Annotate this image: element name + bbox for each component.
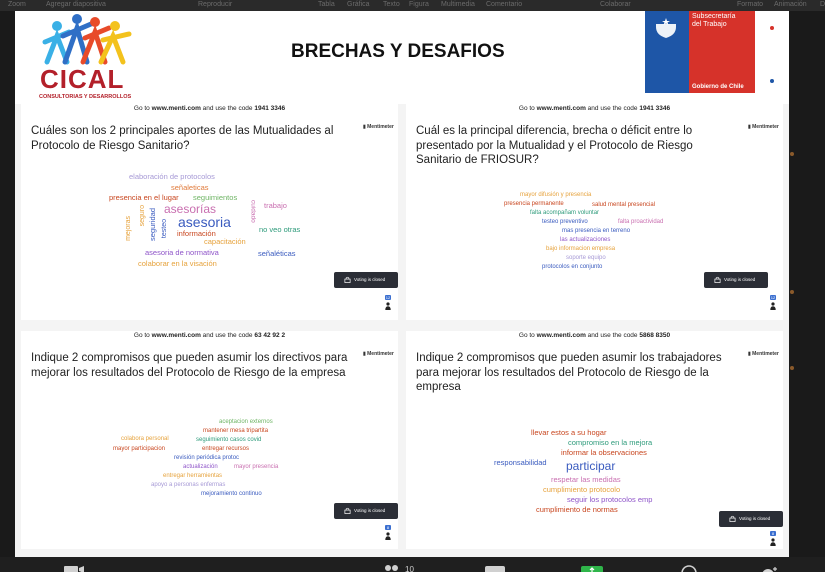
- menti-panel-3: [21, 331, 398, 549]
- voting-closed-button[interactable]: Voting is closed: [334, 272, 398, 288]
- side-marker: [790, 152, 794, 156]
- people-chain-icon: [37, 14, 137, 66]
- gob-line3: Gobierno de Chile: [692, 84, 744, 90]
- word: falta proactividad: [618, 219, 664, 225]
- video-camera-icon[interactable]: [62, 565, 86, 572]
- word: no veo otras: [259, 225, 301, 234]
- side-marker: [790, 366, 794, 370]
- participants-indicator: 8: [384, 525, 392, 541]
- voting-closed-button[interactable]: Voting is closed: [704, 272, 768, 288]
- word: actualización: [183, 464, 218, 470]
- participants-indicator: 12: [384, 295, 392, 311]
- toolbar-document[interactable]: D: [820, 1, 825, 8]
- lock-icon: [344, 276, 351, 283]
- word: aceptacion externos: [219, 419, 273, 425]
- logo-wordmark: CICAL: [40, 64, 125, 94]
- mentimeter-brand: ▮ Mentimeter: [748, 351, 779, 357]
- join-instructions: Go to www.menti.com and use the code 1941 3346: [133, 105, 286, 112]
- toolbar-play[interactable]: Reproducir: [198, 1, 233, 8]
- word: mayor difusión y presencia: [520, 192, 592, 198]
- word: mas presencia en terreno: [562, 228, 631, 234]
- word: seguir los protocolos emp: [567, 495, 653, 504]
- word: información: [177, 229, 216, 238]
- participants-count: 10: [405, 565, 414, 572]
- cical-logo: [37, 14, 137, 102]
- decor-dot-red: [770, 26, 774, 30]
- word: asesorías: [164, 202, 217, 216]
- word: apoyo a personas enfermas: [151, 482, 226, 488]
- word: testeo preventivo: [542, 219, 588, 225]
- mentimeter-brand: ▮ Mentimeter: [748, 124, 779, 130]
- participants-indicator: 12: [769, 295, 777, 311]
- word: elaboración de protocolos: [129, 172, 215, 181]
- word: cumplimiento de normas: [536, 505, 618, 514]
- slide-header: [15, 11, 789, 104]
- word: salud mental presencial: [592, 202, 656, 208]
- word: bajo informacion empresa: [546, 246, 616, 252]
- word: señaléticas: [258, 249, 296, 258]
- menti-panel-1: [21, 104, 398, 320]
- voting-closed-button[interactable]: Voting is closed: [334, 503, 398, 519]
- join-instructions: Go to www.menti.com and use the code 63 42 92 2: [133, 332, 286, 339]
- word: señaleticas: [171, 183, 209, 192]
- menti-panel-4: [406, 331, 783, 549]
- toolbar-shape[interactable]: Figura: [409, 1, 429, 8]
- page-title: BRECHAS Y DESAFIOS: [291, 41, 505, 62]
- word: entregar herramientas: [163, 473, 223, 479]
- person-icon: [770, 302, 776, 310]
- word: responsabilidad: [494, 458, 547, 467]
- question-text: Indique 2 compromisos que pueden asumir los directivos para mejorar los resultados del Protocolo de Riesgo de la empresa: [31, 352, 348, 379]
- word: informar la observaciones: [561, 448, 647, 457]
- participants-indicator: 8: [769, 531, 777, 547]
- word: participar: [566, 459, 616, 473]
- record-icon[interactable]: [679, 565, 699, 572]
- word: respetar las medidas: [551, 475, 621, 484]
- word: asesoria: [178, 214, 231, 230]
- lock-icon: [714, 276, 721, 283]
- toolbar-animation[interactable]: Animación: [774, 1, 807, 8]
- word: mayor participacion: [113, 446, 166, 452]
- word: soporte equipo: [566, 255, 606, 261]
- word: entregar recursos: [202, 446, 250, 452]
- word: seguimientos: [193, 193, 238, 202]
- gobierno-logo: [645, 11, 755, 93]
- word: testeo: [161, 219, 168, 239]
- toolbar-collaborate[interactable]: Colaborar: [600, 1, 631, 8]
- toolbar-comment[interactable]: Comentario: [486, 1, 523, 8]
- toolbar-format[interactable]: Formato: [737, 1, 764, 8]
- word: mejoramiento continuo: [201, 491, 262, 497]
- toolbar-add-slide[interactable]: Agregar diapositiva: [46, 1, 106, 8]
- logo-subtitle: CONSULTORIAS Y DESARROLLOS: [39, 94, 132, 100]
- word: las actualizaciones: [560, 237, 611, 243]
- menti-panel-2: [406, 104, 783, 320]
- reactions-icon[interactable]: [759, 565, 781, 572]
- word: falta acompañam voluntar: [530, 210, 600, 216]
- mentimeter-brand: ▮ Mentimeter: [363, 124, 394, 130]
- word: trabajo: [264, 201, 287, 210]
- toolbar-table[interactable]: Tabla: [318, 1, 335, 8]
- voting-closed-button[interactable]: Voting is closed: [719, 511, 783, 527]
- word: capacitación: [204, 237, 246, 246]
- coat-of-arms-icon: [651, 13, 681, 39]
- chat-icon[interactable]: [484, 565, 506, 572]
- word: mejoras: [125, 216, 132, 241]
- word: mantener mesa tripartita: [203, 428, 269, 434]
- decor-dot-blue: [770, 79, 774, 83]
- mentimeter-brand: ▮ Mentimeter: [363, 351, 394, 357]
- question-text: Cuál es la principal diferencia, brecha o déficit entre lo presentado por la Mutualidad y el Protocolo de Riesgo Sanitario de FRIOSUR?: [416, 125, 693, 166]
- gob-line2: del Trabajo: [692, 21, 727, 28]
- word: seguridad: [148, 208, 157, 241]
- top-toolbar: [0, 0, 825, 11]
- word: llevar estos a su hogar: [531, 428, 607, 437]
- word: mayor presencia: [234, 464, 279, 470]
- side-marker: [790, 290, 794, 294]
- word: protocolos en conjunto: [542, 264, 603, 270]
- join-instructions: Go to www.menti.com and use the code 1941 3346: [518, 105, 671, 112]
- toolbar-text[interactable]: Texto: [383, 1, 400, 8]
- word: compromiso en la mejora: [568, 438, 653, 447]
- toolbar-chart[interactable]: Gráfica: [347, 1, 370, 8]
- toolbar-media[interactable]: Multimedia: [441, 1, 475, 8]
- join-instructions: Go to www.menti.com and use the code 5868 8350: [518, 332, 671, 339]
- word: presencia permanente: [504, 201, 564, 207]
- word: asesoria de normativa: [145, 248, 219, 257]
- participants-icon[interactable]: [382, 565, 402, 572]
- toolbar-zoom[interactable]: Zoom: [8, 1, 26, 8]
- gob-line1: Subsecretaría: [692, 13, 736, 20]
- word: seguimiento casos covid: [196, 437, 262, 443]
- word: colaborar en la visación: [138, 259, 217, 268]
- word: cumplimiento protocolo: [543, 485, 621, 494]
- person-icon: [385, 302, 391, 310]
- share-screen-icon[interactable]: [580, 565, 604, 572]
- lock-icon: [729, 515, 736, 522]
- person-icon: [385, 532, 391, 540]
- word: colabora personal: [121, 436, 169, 442]
- word: presencia en el lugar: [109, 193, 179, 202]
- word: cuidado: [249, 200, 257, 223]
- lock-icon: [344, 507, 351, 514]
- word: revisión periódica protoc: [174, 455, 240, 461]
- question-text: Indique 2 compromisos que pueden asumir los trabajadores para mejorar los resultados del Protocolo de Riesgo de la empresa: [416, 352, 722, 393]
- slide-canvas[interactable]: [15, 11, 789, 557]
- question-text: Cuáles son los 2 principales aportes de las Mutualidades al Protocolo de Riesgo Sanitario?: [31, 125, 334, 152]
- word: seguro: [139, 205, 146, 227]
- person-icon: [770, 538, 776, 546]
